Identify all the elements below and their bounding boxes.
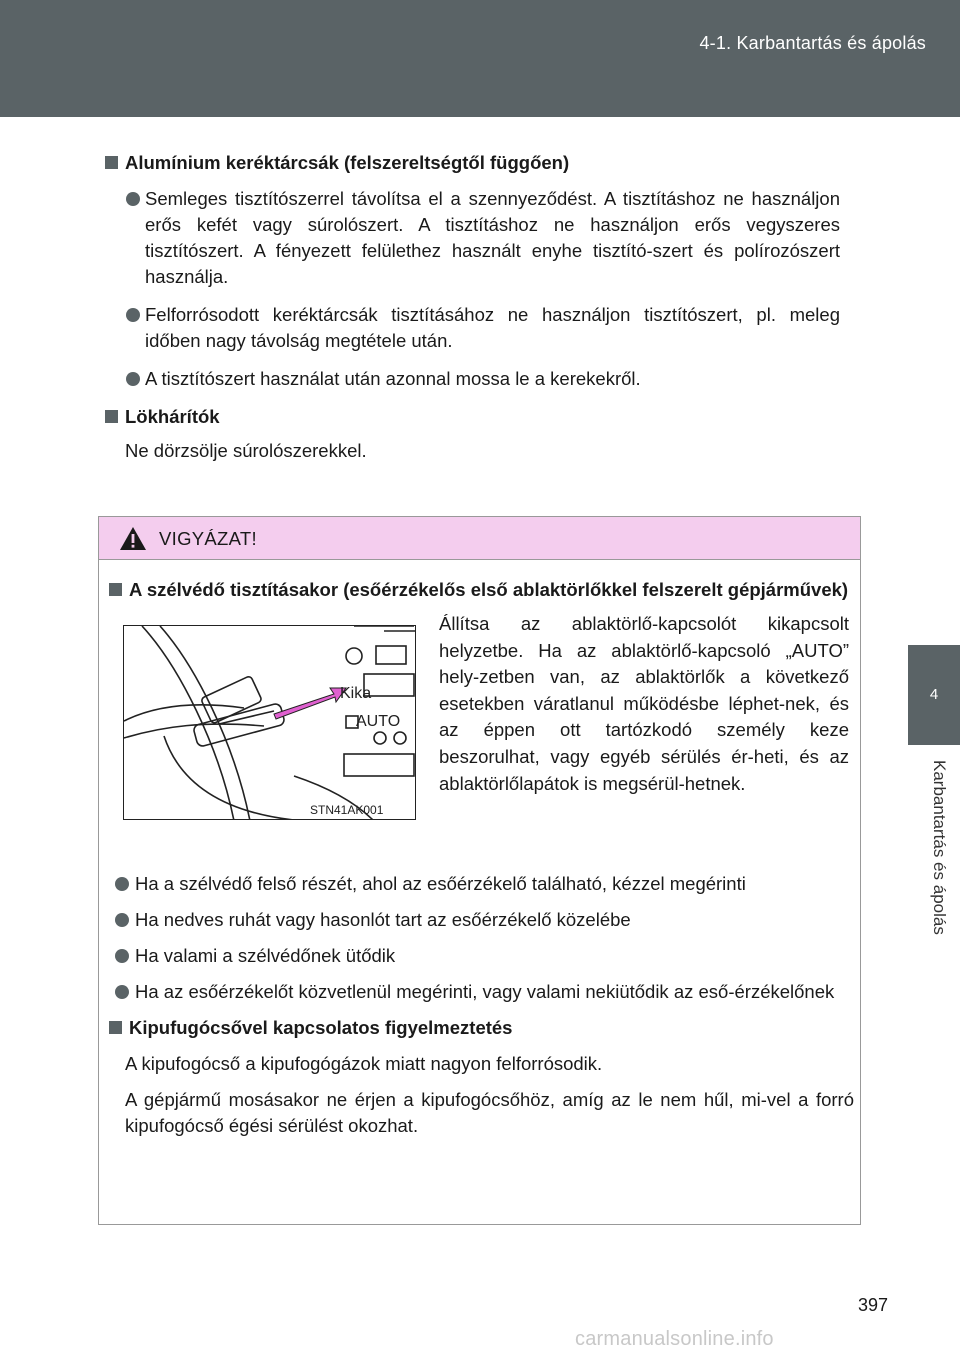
pointer-arrow-icon xyxy=(274,688,346,719)
chapter-number-tab[interactable]: 4 xyxy=(908,645,960,745)
label-off: Kika xyxy=(340,685,372,702)
round-bullet-icon xyxy=(115,985,129,999)
square-bullet-icon xyxy=(109,583,122,596)
list-item xyxy=(109,871,854,897)
warning-subheading xyxy=(109,1015,854,1041)
warning-body xyxy=(109,577,854,1139)
round-bullet-icon xyxy=(126,308,140,322)
steering-wheel-illustration xyxy=(124,626,416,820)
warning-subheading xyxy=(109,577,854,603)
windshield-heading: A szélvédő tisztításakor (esőérzékelős első ablaktörlőkkel felszerelt gépjárművek) xyxy=(129,579,849,600)
list-item xyxy=(109,943,854,969)
main-content xyxy=(105,150,840,476)
warning-title: VIGYÁZAT! xyxy=(159,528,257,549)
exhaust-paragraph: A gépjármű mosásakor ne érjen a kipufogócsőhöz, amíg az le nem hűl, mi-vel a forró kipufogócső égési sérülést okozhat. xyxy=(125,1089,854,1136)
bullet-text: Ha a szélvédő felső részét, ahol az esőérzékelő található, kézzel megérinti xyxy=(135,873,746,894)
round-bullet-icon xyxy=(115,877,129,891)
page-number: 397 xyxy=(858,1295,889,1315)
bullet-text: Felforrósodott keréktárcsák tisztításához ne használjon tisztítószert, pl. meleg időben nagy távolság megtétele után. xyxy=(145,304,840,351)
label-auto: AUTO xyxy=(356,713,401,730)
list-item xyxy=(105,302,840,354)
round-bullet-icon xyxy=(126,372,140,386)
bullet-text: Ha nedves ruhát vagy hasonlót tart az esőérzékelő közelébe xyxy=(135,909,631,930)
warning-header xyxy=(99,517,860,560)
figure-area xyxy=(109,611,854,871)
bullet-text: Ha valami a szélvédőnek ütődik xyxy=(135,945,396,966)
bumpers-heading: Lökhárítók xyxy=(125,406,220,427)
exhaust-paragraph: A kipufogócső a kipufogógázok miatt nagyon felforrósodik. xyxy=(125,1053,603,1074)
round-bullet-icon xyxy=(115,913,129,927)
warning-list xyxy=(109,871,854,1139)
bullet-text: Ha az esőérzékelőt közvetlenül megérinti, vagy valami nekiütődik az eső-érzékelőnek xyxy=(135,981,835,1002)
warning-triangle-icon xyxy=(119,526,147,551)
section-title: 4-1. Karbantartás és ápolás xyxy=(699,33,926,53)
square-bullet-icon xyxy=(105,410,118,423)
list-item xyxy=(109,979,854,1005)
warning-box xyxy=(98,516,861,1225)
header-band xyxy=(0,0,960,117)
bullet-text: A tisztítószert használat után azonnal mossa le a kerekekről. xyxy=(145,368,641,389)
chapter-label: Karbantartás és ápolás xyxy=(930,760,949,935)
aluminium-heading: Alumínium keréktárcsák (felszereltségtől függően) xyxy=(125,152,570,173)
square-bullet-icon xyxy=(105,156,118,169)
section-heading xyxy=(105,404,840,430)
section-heading xyxy=(105,150,840,176)
bullet-text: Semleges tisztítószerrel távolítsa el a szennyeződést. A tisztításhoz ne használjon erős kefét vagy súrolószert. A tisztításhoz ne használjon erős vegyszeres tisztítószert. A fényezett felülethez használt enyhe tisztító-szert és polírozószert használja. xyxy=(145,188,840,287)
wiper-switch-figure xyxy=(123,625,416,820)
exhaust-heading: Kipufugócsővel kapcsolatos figyelmeztetés xyxy=(129,1017,513,1038)
figure-code: STN41AK001 xyxy=(310,803,384,817)
list-item xyxy=(105,186,840,290)
square-bullet-icon xyxy=(109,1021,122,1034)
bumpers-text: Ne dörzsölje súrolószerekkel. xyxy=(125,440,367,461)
list-item xyxy=(105,366,840,392)
list-item xyxy=(109,907,854,933)
round-bullet-icon xyxy=(126,192,140,206)
watermark: carmanualsonline.info xyxy=(575,1328,774,1350)
figure-description: Állítsa az ablaktörlő-kapcsolót kikapcsolt helyzetbe. Ha az ablaktörlő-kapcsoló „AUTO” hely-zetben van, az ablaktörlők a következő esetekben váratlanul működésbe léphet-nek, és az éppen ott tartózkodó személy keze beszorulhat, vagy egyéb sérülés ér-heti, és az ablaktörlőlapátok is megsérül-hetnek. xyxy=(439,613,849,794)
round-bullet-icon xyxy=(115,949,129,963)
